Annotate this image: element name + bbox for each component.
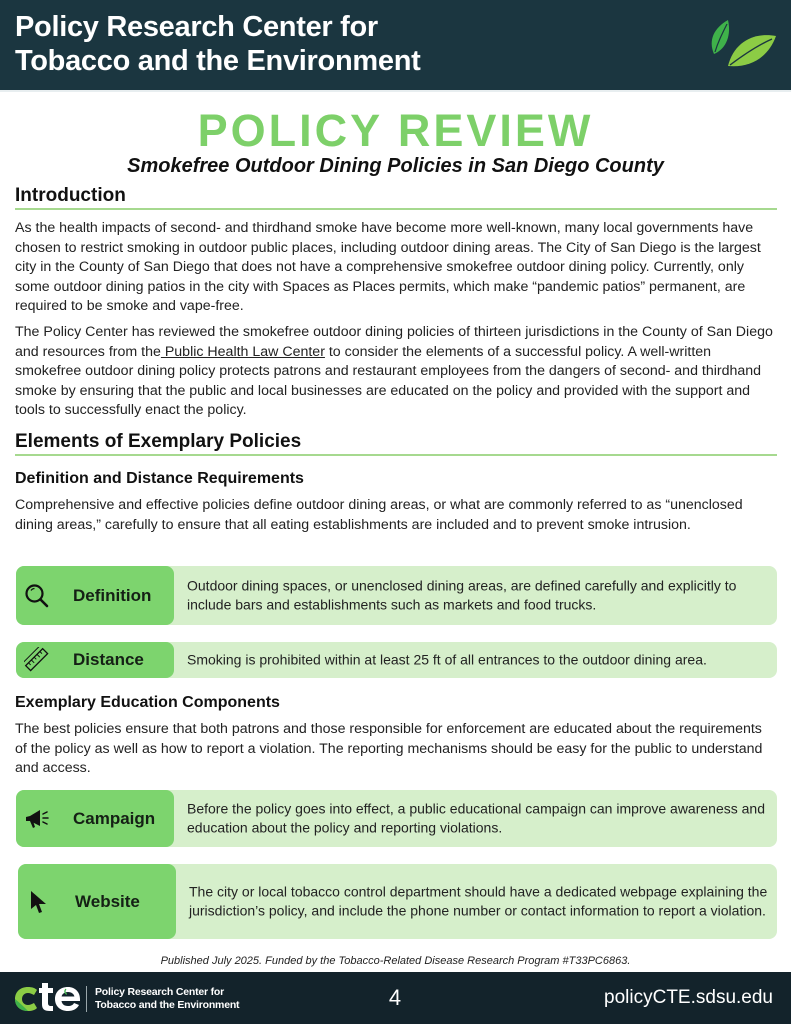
education-heading: Exemplary Education Components [15, 694, 280, 711]
elements-heading: Elements of Exemplary Policies [15, 431, 302, 452]
page-number: 4 [388, 985, 402, 1010]
website-row [18, 864, 777, 939]
footer-org-line1: Policy Research Center for [95, 986, 225, 998]
footer-org-line2: Tobacco and the Environment [95, 998, 240, 1011]
header-title [15, 10, 420, 78]
campaign-description: Before the policy goes into effect, a public educational campaign can improve awareness and education about the policy and reporting violations. [187, 800, 765, 836]
introduction-heading: Introduction [15, 185, 126, 206]
cte-logo-icon [12, 981, 82, 1015]
introduction-paragraph-2 [15, 323, 777, 421]
distance-description: Smoking is prohibited within at least 25 ft of all entrances to the outdoor dining area. [187, 651, 707, 668]
section-divider [15, 208, 777, 210]
document-subtitle: Smokefree Outdoor Dining Policies in San Diego County [127, 155, 664, 177]
header-title-line2: Tobacco and the Environment [15, 45, 421, 77]
paragraph-text: to consider the elements of a successful policy. A well-written smokefree outdoor dining policy protects patrons and restaurant employees from the dangers of second- and thirdhand smoke by ensuring that the public and local businesses are educated on the policy and provided with the support and tools to successfully enact the policy. [15, 343, 762, 418]
footer-separator [86, 986, 87, 1012]
definition-description: Outdoor dining spaces, or unenclosed dining areas, are defined carefully and explicitly to include bars and establishments such as markets and food trucks. [187, 577, 737, 613]
introduction-paragraph-1: As the health impacts of second- and thirdhand smoke have become more well-known, many local governments have chosen to restrict smoking in outdoor public places, including outdoor dining areas. The City of San Diego is the largest city in the County of San Diego that does not have a comprehensive smokefree outdoor dining policy. Currently, only some outdoor dining patios in the city with Spaces as Places permits, which make “pandemic patios” permanent, are required to be smoke and vape-free. [15, 220, 761, 314]
cursor-icon [26, 889, 52, 915]
magnifier-icon [24, 583, 50, 609]
definition-distance-paragraph: Comprehensive and effective policies define outdoor dining areas, or what are commonly referred to as “unenclosed dining areas,” carefully to ensure that all eating establishments are included and to prevent smoke intrusion. [15, 497, 743, 533]
page-header [0, 0, 791, 92]
document-title: POLICY REVIEW [197, 105, 594, 156]
header-title-line1: Policy Research Center for [15, 11, 378, 43]
publication-note: Published July 2025. Funded by the Tobacco-Related Disease Research Program #T33PC6863. [160, 955, 631, 967]
website-description: The city or local tobacco control department should have a dedicated webpage explaining the jurisdiction’s policy, and include the phone number or contact information to report a violation. [189, 883, 768, 919]
website-label: Website [75, 891, 140, 911]
website-url-link[interactable]: policyCTE.sdsu.edu [604, 987, 773, 1008]
ruler-icon [24, 647, 50, 673]
public-health-law-center-link[interactable]: Public Health Law Center [160, 343, 325, 360]
campaign-row [16, 790, 777, 847]
paragraph-text: The Policy Center has reviewed the smokefree outdoor dining policies of thirteen jurisdictions in the County of San Diego and resources from the [15, 324, 773, 360]
section-divider [15, 454, 777, 456]
campaign-tag [16, 790, 174, 847]
campaign-label: Campaign [73, 808, 156, 828]
footer-org-name [95, 986, 239, 1011]
distance-row [16, 642, 777, 678]
website-tag [18, 864, 176, 939]
definition-row [16, 566, 777, 625]
definition-tag [16, 566, 174, 625]
education-paragraph: The best policies ensure that both patrons and those responsible for enforcement are educated about the requirements of the policy as well as how to report a violation. The reporting mechanisms should be easy for the public to understand and access. [15, 721, 763, 776]
distance-label: Distance [73, 650, 144, 669]
leaves-icon [706, 18, 778, 72]
definition-label: Definition [73, 585, 152, 605]
distance-tag [16, 642, 174, 678]
page-footer [0, 972, 791, 1024]
megaphone-icon [24, 806, 50, 832]
definition-distance-heading: Definition and Distance Requirements [15, 470, 304, 487]
